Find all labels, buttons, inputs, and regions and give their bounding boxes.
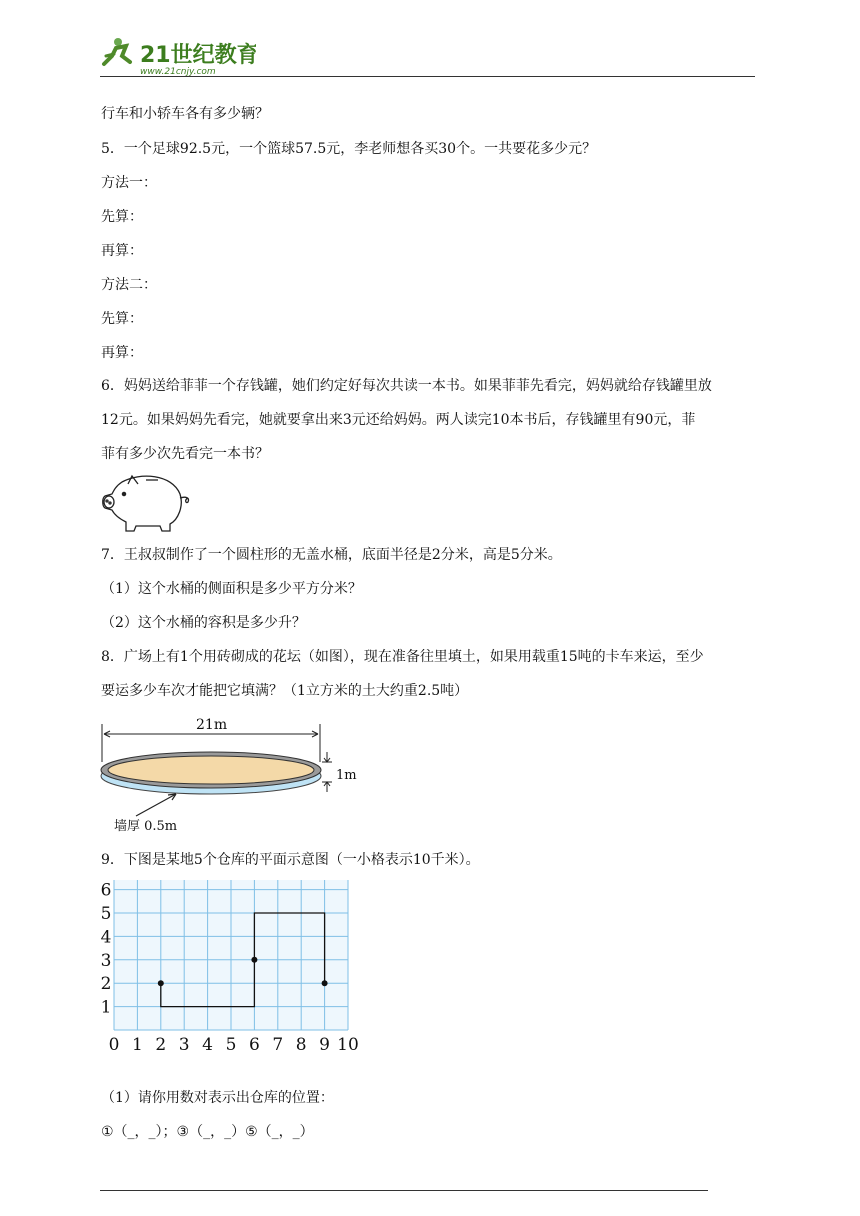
question-8-line-2: 要运多少车次才能把它填满？（1立方米的土大约重2.5吨） xyxy=(101,683,469,699)
q5-method-2: 方法二： xyxy=(101,277,157,293)
y-tick-label: 2 xyxy=(100,974,112,995)
wall-thickness-label: 墙厚 0.5m xyxy=(114,819,178,834)
y-tick-label: 4 xyxy=(100,927,112,948)
header-logo xyxy=(96,34,256,76)
x-tick-label: 5 xyxy=(225,1035,237,1055)
logo-text: 21世纪教育 xyxy=(140,43,256,68)
header-rule xyxy=(100,76,755,77)
x-tick-label: 9 xyxy=(319,1035,331,1055)
footer-rule xyxy=(100,1190,708,1191)
q5-method-2-step-1: 先算： xyxy=(101,311,143,327)
question-4-tail: 行车和小轿车各有多少辆？ xyxy=(101,106,269,122)
question-9-answer-blanks: ①（_，_）；③（_，_）⑤（_，_） xyxy=(101,1124,314,1140)
question-5: 5．一个足球92.5元，一个篮球57.5元，李老师想各买30个。一共要花多少元？ xyxy=(101,141,597,157)
height-label: 1m xyxy=(336,768,357,783)
warehouse-point xyxy=(322,980,328,986)
question-9-part-1: （1）请你用数对表示出仓库的位置： xyxy=(101,1090,334,1106)
warehouse-point xyxy=(158,980,164,986)
question-7-part-1: （1）这个水桶的侧面积是多少平方分米？ xyxy=(101,581,362,597)
diameter-label: 21m xyxy=(196,717,228,733)
question-6-line-2: 12元。如果妈妈先看完，她就要拿出来3元还给妈妈。两人读完10本书后，存钱罐里有90元，菲 xyxy=(101,412,696,428)
q5-method-1: 方法一： xyxy=(101,175,157,191)
q5-method-2-step-2: 再算： xyxy=(101,345,143,361)
q5-method-1-step-2: 再算： xyxy=(101,243,143,259)
logo-url: www.21cnjy.com xyxy=(140,67,216,76)
warehouse-grid xyxy=(96,880,366,1072)
x-tick-label: 0 xyxy=(108,1035,120,1055)
x-tick-label: 6 xyxy=(248,1035,260,1055)
y-tick-label: 3 xyxy=(100,950,112,971)
x-tick-label: 1 xyxy=(131,1035,143,1055)
question-9: 9．下图是某地5个仓库的平面示意图（一小格表示10千米）。 xyxy=(101,852,480,868)
question-6-line-3: 菲有多少次先看完一本书？ xyxy=(101,446,269,462)
x-tick-label: 7 xyxy=(272,1035,284,1055)
q5-method-1-step-1: 先算： xyxy=(101,209,143,225)
x-tick-label: 10 xyxy=(337,1035,359,1055)
warehouse-point xyxy=(251,957,257,963)
question-7-part-2: （2）这个水桶的容积是多少升？ xyxy=(101,615,306,631)
question-8-line-1: 8．广场上有1个用砖砌成的花坛（如图），现在准备往里填土，如果用载重15吨的卡车来运，至少 xyxy=(101,649,704,665)
piggy-bank-icon xyxy=(100,472,195,534)
question-7: 7．王叔叔制作了一个圆柱形的无盖水桶，底面半径是2分米，高是5分米。 xyxy=(101,547,562,563)
x-tick-label: 8 xyxy=(295,1035,307,1055)
runner-icon xyxy=(104,38,130,64)
y-tick-label: 6 xyxy=(100,880,112,901)
y-tick-label: 1 xyxy=(100,997,112,1018)
x-tick-label: 4 xyxy=(202,1035,214,1055)
x-tick-label: 3 xyxy=(178,1035,190,1055)
question-6-line-1: 6．妈妈送给菲菲一个存钱罐，她们约定好每次共读一本书。如果菲菲先看完，妈妈就给存钱罐里放 xyxy=(101,378,712,394)
y-tick-label: 5 xyxy=(100,904,112,924)
flowerbed-figure xyxy=(96,712,362,836)
x-tick-label: 2 xyxy=(155,1035,167,1055)
